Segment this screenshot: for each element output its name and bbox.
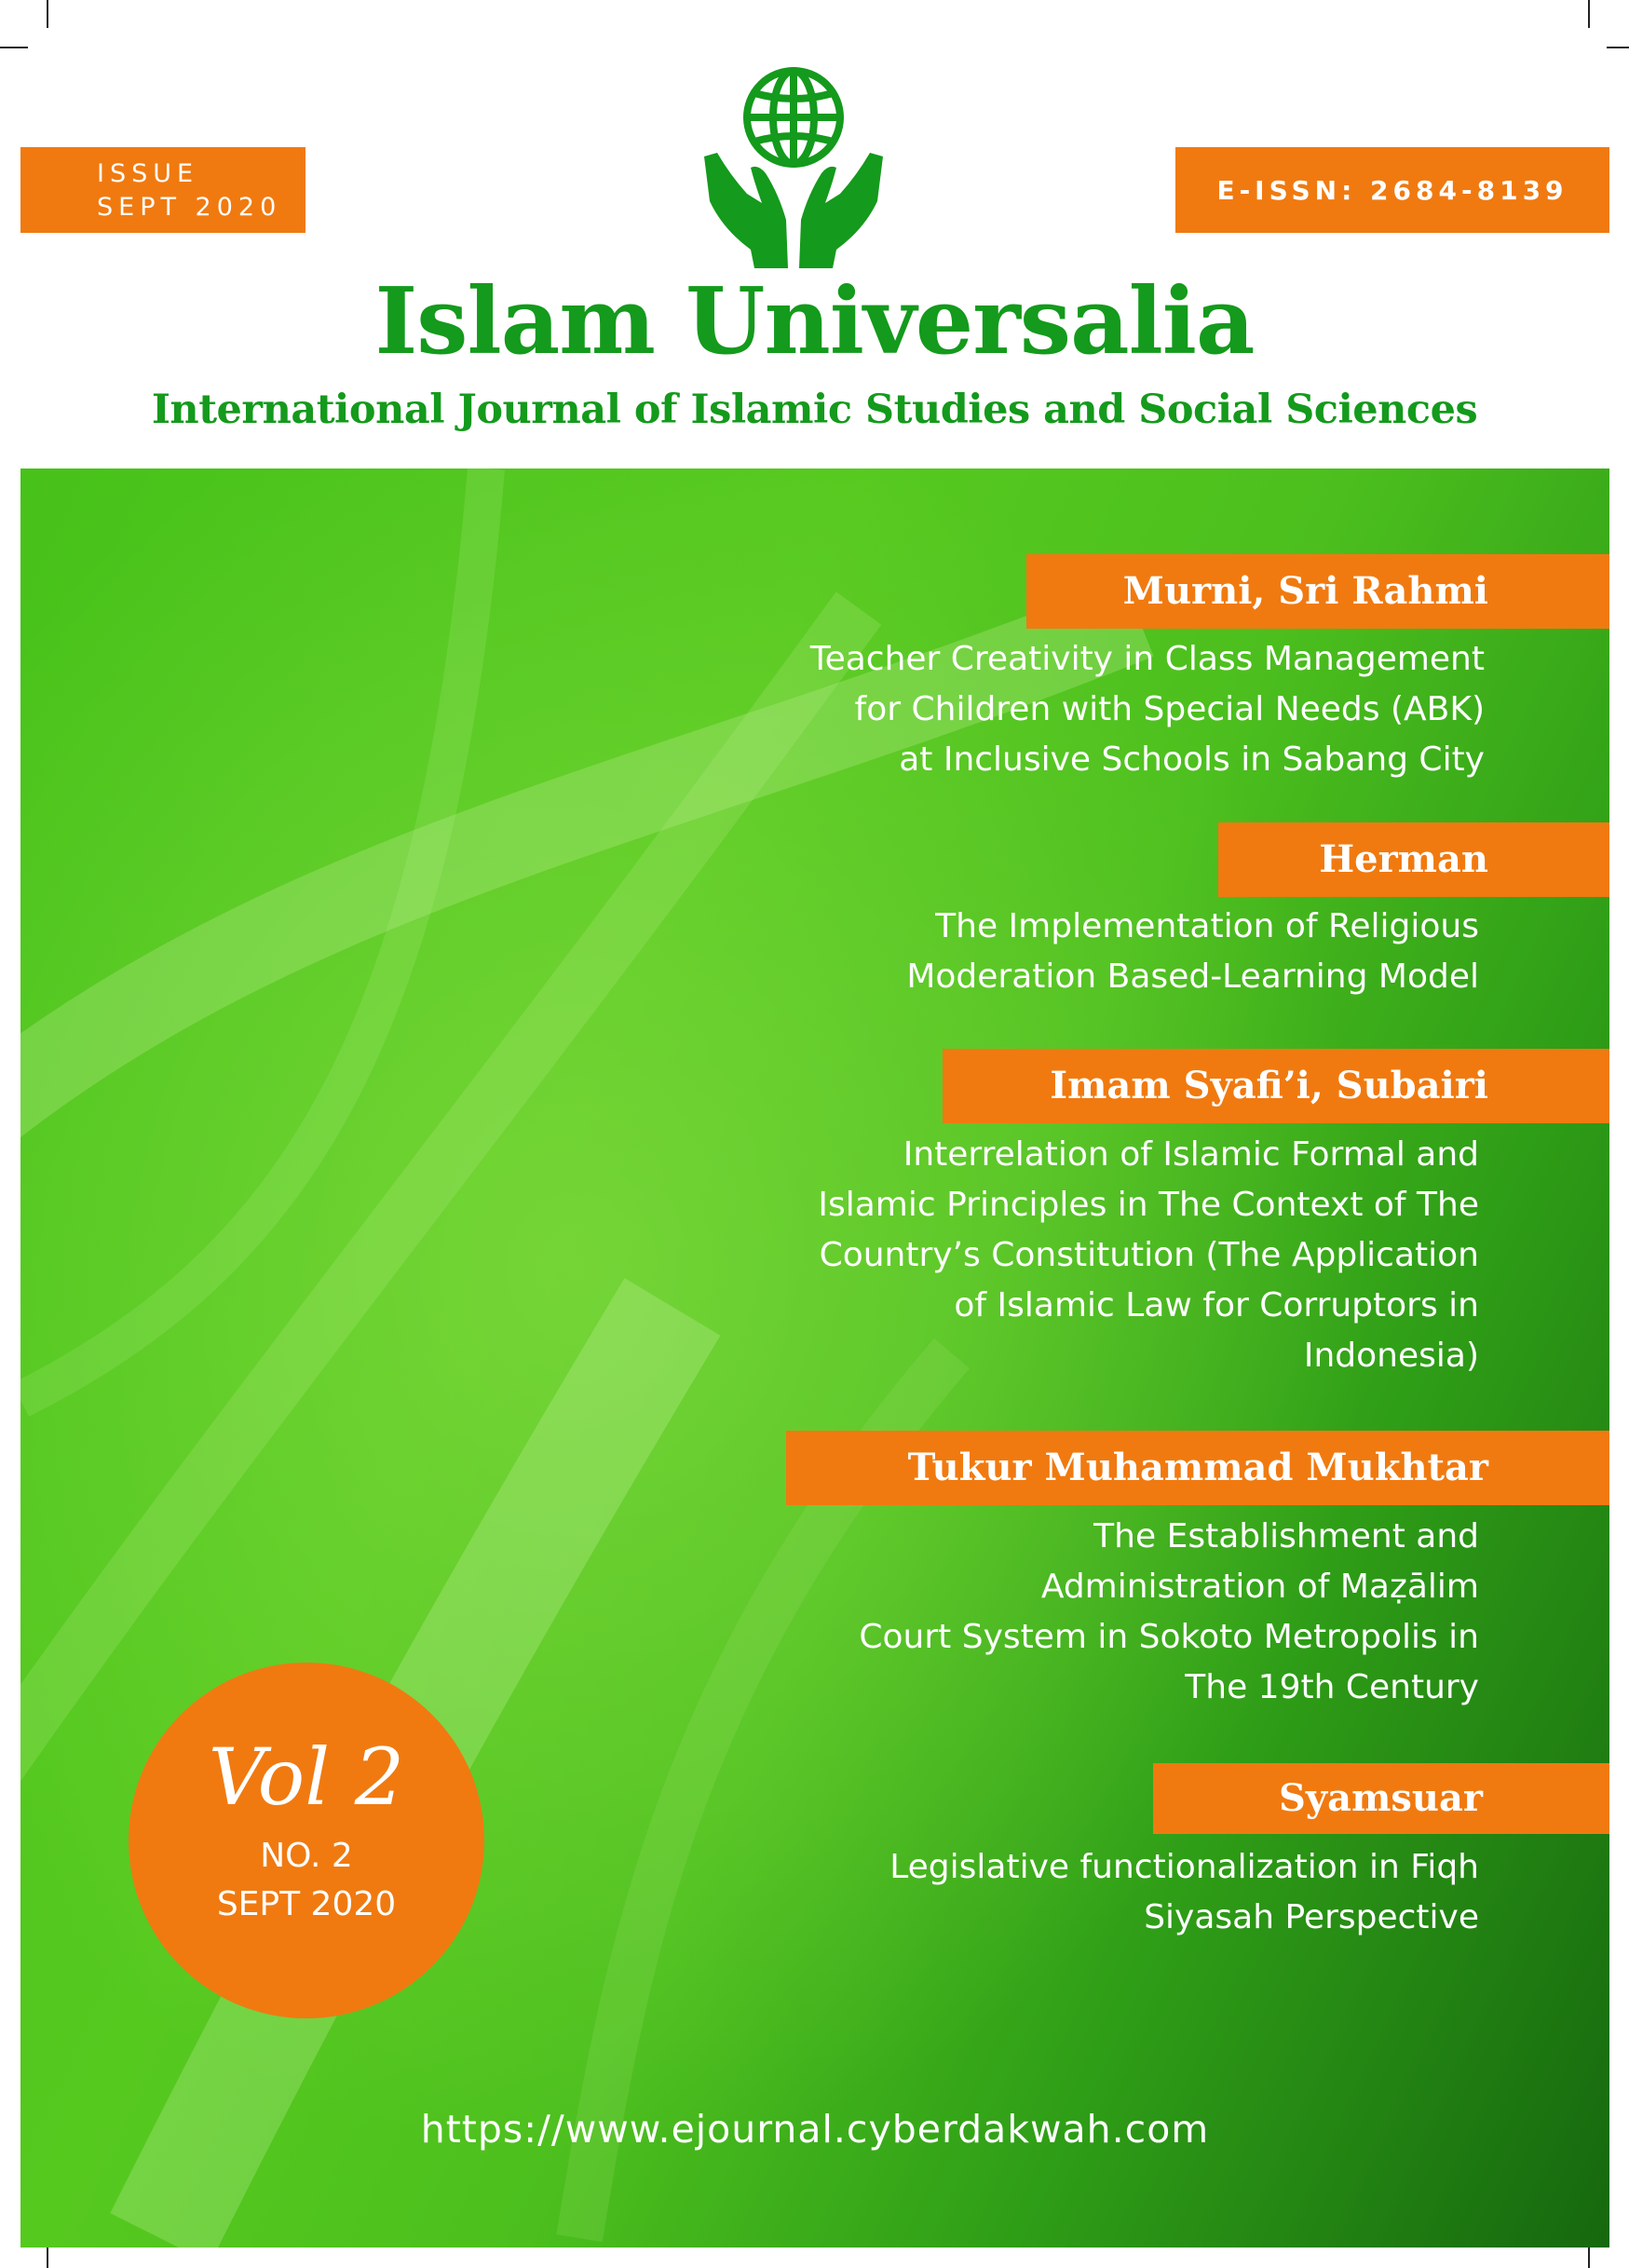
- journal-url[interactable]: https://www.ejournal.cyberdakwah.com: [420, 2107, 1210, 2152]
- article-title: The Implementation of Religious Moderation Based-Learning Model: [906, 907, 1479, 996]
- author-bar: Imam Syafi’i, Subairi: [943, 1049, 1609, 1123]
- crop-mark: [1588, 0, 1590, 28]
- issue-label: ISSUE: [97, 159, 199, 188]
- issn-badge: E-ISSN: 2684-8139: [1175, 147, 1609, 233]
- issue-date: SEPT 2020: [216, 1885, 397, 1923]
- crop-mark: [1607, 47, 1629, 48]
- author-bar: Syamsuar: [1153, 1763, 1609, 1834]
- issue-date: SEPT 2020: [97, 193, 282, 222]
- author-bar: Tukur Muhammad Mukhtar: [786, 1431, 1609, 1505]
- crop-mark: [47, 2247, 48, 2268]
- crop-mark: [47, 0, 48, 28]
- issue-number: NO. 2: [260, 1837, 353, 1875]
- journal-subtitle: International Journal of Islamic Studies and Social Sciences: [151, 387, 1478, 433]
- article-title: Teacher Creativity in Class Management for Children with Special Needs (ABK) at Inclusive Schools in Sabang City: [809, 640, 1485, 779]
- journal-title: Islam Universalia: [374, 268, 1255, 375]
- volume-number: Vol 2: [208, 1732, 405, 1823]
- globe-in-hands-icon: [697, 63, 890, 268]
- author-bar: Herman: [1218, 822, 1609, 897]
- cover-panel: [20, 469, 1609, 2248]
- crop-mark: [0, 47, 28, 48]
- article-title: The Establishment and Administration of Maẓālim Court System in Sokoto Metropolis in The 19th Century: [859, 1517, 1479, 1706]
- article-title: Legislative functionalization in Fiqh Siyasah Perspective: [889, 1848, 1479, 1936]
- issue-badge: [20, 147, 305, 233]
- crop-mark: [1588, 2247, 1590, 2268]
- volume-badge: [129, 1663, 484, 2018]
- article-title: Interrelation of Islamic Formal and Islamic Principles in The Context of The Country’s Constitution (The Application of Islamic Law for Corruptors in Indonesia): [818, 1135, 1479, 1375]
- author-bar: Murni, Sri Rahmi: [1026, 554, 1609, 629]
